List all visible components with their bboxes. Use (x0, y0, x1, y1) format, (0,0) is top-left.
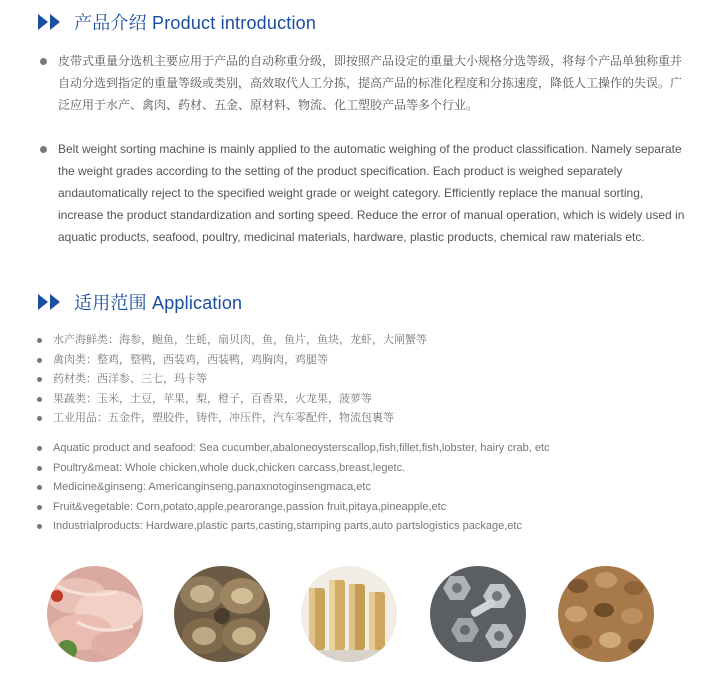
product-intro-en (38, 138, 688, 248)
list-item (36, 331, 427, 351)
bullet-icon (37, 485, 42, 490)
list-item (36, 390, 427, 410)
list-item (36, 478, 550, 498)
ginseng-photo (558, 566, 654, 662)
bullet-icon (40, 58, 47, 65)
product-intro-cn (38, 50, 688, 116)
list-item-text: Industrialproducts: Hardware,plastic parts,casting,stamping parts,auto partslogistics package,etc (53, 520, 522, 532)
bullet-icon (37, 397, 42, 402)
list-item (36, 498, 550, 518)
application-title-text: 适用范围 Application (74, 293, 243, 313)
product-section-title (38, 9, 316, 35)
bullet-icon (37, 416, 42, 421)
cosmetic-tubes-photo (301, 566, 397, 662)
list-item-text: 水产海鲜类：海参，鲍鱼，生蚝，扇贝肉，鱼，鱼片，鱼块，龙虾，大闸蟹等 (53, 334, 427, 346)
list-item-text: Medicine&ginseng: Americanginseng,panaxnotoginsengmaca,etc (53, 481, 371, 493)
list-item (36, 439, 550, 459)
bullet-icon (37, 358, 42, 363)
bullet-icon (37, 466, 42, 471)
bullet-icon (37, 505, 42, 510)
application-section-title (38, 289, 242, 315)
product-title-text: 产品介绍 Product introduction (74, 13, 317, 33)
bullet-icon (37, 446, 42, 451)
bolts-photo (430, 566, 526, 662)
list-item (36, 517, 550, 537)
bullet-icon (37, 524, 42, 529)
list-item (36, 459, 550, 479)
bullet-icon (37, 377, 42, 382)
list-item-text: 工业用品：五金件，塑胶件，铸件，冲压件，汽车零配件，物流包裹等 (53, 412, 394, 424)
list-item-text: 药材类：西洋参、三七，玛卡等 (53, 373, 207, 385)
application-list-en (36, 439, 550, 537)
chicken-breast-photo (47, 566, 143, 662)
list-item (36, 409, 427, 429)
product-intro-cn-text: 皮带式重量分选机主要应用于产品的自动称重分级，即按照产品设定的重量大小规格分选等级，将每个产品单独称重并自动分选到指定的重量等级或类别，高效取代人工分拣，提高产品的标准化程度和分拣速度，降低人工操作的失误。广泛应用于水产、禽肉、药材、五金、原材料、物流、化工塑胶产品等多个行业。 (58, 54, 683, 112)
list-item-text: Fruit&vegetable: Corn,potato,apple,pearorange,passion fruit,pitaya,pineapple,etc (53, 500, 447, 513)
list-item-text: Aquatic product and seafood: Sea cucumber,abaloneoysterscallop,fish,fillet,fish,lobster, hairy crab, etc (53, 442, 550, 454)
abalone-photo (174, 566, 270, 662)
double-arrow-icon (38, 294, 62, 310)
list-item (36, 351, 427, 371)
bullet-icon (40, 146, 47, 153)
application-photos (47, 566, 663, 662)
product-intro-en-text: Belt weight sorting machine is mainly applied to the automatic weighing of the product classification. Namely separate the weight grades according to the setting of the product specification. Each product is weighed separately andautomatically reject to the specified weight grade or weight category. Efficiently replace the manual sorting, increase the product standardization and sorting speed. Reduce the error of manual operation, which is widely used in aquatic products, seafood, poultry, medicinal materials, hardware, plastic products, chemical raw materials etc. (58, 142, 685, 244)
double-arrow-icon (38, 14, 62, 30)
list-item-text: 禽肉类：整鸡，整鸭，西装鸡，西装鸭，鸡胸肉，鸡腿等 (53, 353, 328, 366)
application-list-cn (36, 331, 427, 429)
list-item-text: 果蔬类：玉米，土豆，苹果，梨，橙子，百香果，火龙果，菠萝等 (53, 392, 372, 405)
list-item-text: Poultry&meat: Whole chicken,whole duck,chicken carcass,breast,legetc. (53, 461, 406, 474)
bullet-icon (37, 338, 42, 343)
list-item (36, 370, 427, 390)
